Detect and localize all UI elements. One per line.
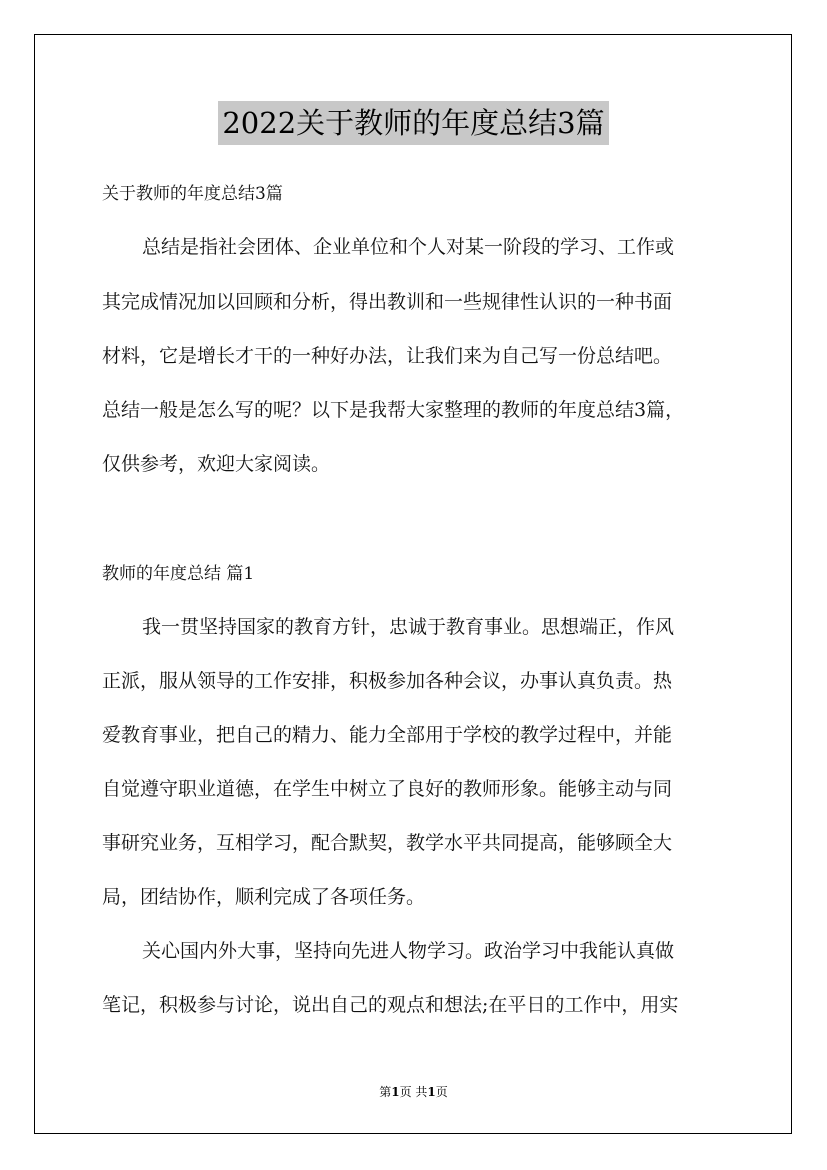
intro-line-5: 仅供参考，欢迎大家阅读。 (102, 453, 331, 475)
para1-line-5: 事研究业务，互相学习，配合默契，教学水平共同提高，能够顾全大 (102, 832, 673, 854)
para2-line-1: 关心国内外大事，坚持向先进人物学习。政治学习中我能认真做 (142, 940, 675, 962)
footer-suffix: 页 (435, 1085, 448, 1099)
document-subtitle: 关于教师的年度总结3篇 (102, 184, 283, 204)
para1-line-1: 我一贯坚持国家的教育方针，忠诚于教育事业。思想端正，作风 (142, 616, 675, 638)
para1-line-3: 爱教育事业，把自己的精力、能力全部用于学校的教学过程中，并能 (102, 724, 673, 746)
title-container (0, 101, 827, 145)
intro-line-4: 总结一般是怎么写的呢？以下是我帮大家整理的教师的年度总结3篇， (102, 399, 685, 421)
intro-line-3: 材料，它是增长才干的一种好办法，让我们来为自己写一份总结吧。 (102, 345, 673, 367)
footer-mid: 页 共 (399, 1085, 428, 1099)
section-heading-1: 教师的年度总结 篇1 (102, 564, 255, 584)
intro-line-2: 其完成情况加以回顾和分析，得出教训和一些规律性认识的一种书面 (102, 291, 673, 313)
footer-page-current: 1 (391, 1085, 400, 1099)
para2-line-2: 笔记，积极参与讨论，说出自己的观点和想法;在平日的工作中，用实 (102, 994, 679, 1016)
para1-line-6: 局，团结协作，顺利完成了各项任务。 (102, 886, 426, 908)
page-footer (0, 1083, 827, 1100)
document-title: 2022关于教师的年度总结3篇 (218, 101, 608, 145)
footer-page-total: 1 (427, 1085, 436, 1099)
para1-line-2: 正派，服从领导的工作安排，积极参加各种会议，办事认真负责。热 (102, 670, 673, 692)
footer-prefix: 第 (379, 1085, 392, 1099)
intro-line-1: 总结是指社会团体、企业单位和个人对某一阶段的学习、工作或 (142, 236, 675, 258)
para1-line-4: 自觉遵守职业道德，在学生中树立了良好的教师形象。能够主动与同 (102, 778, 673, 800)
